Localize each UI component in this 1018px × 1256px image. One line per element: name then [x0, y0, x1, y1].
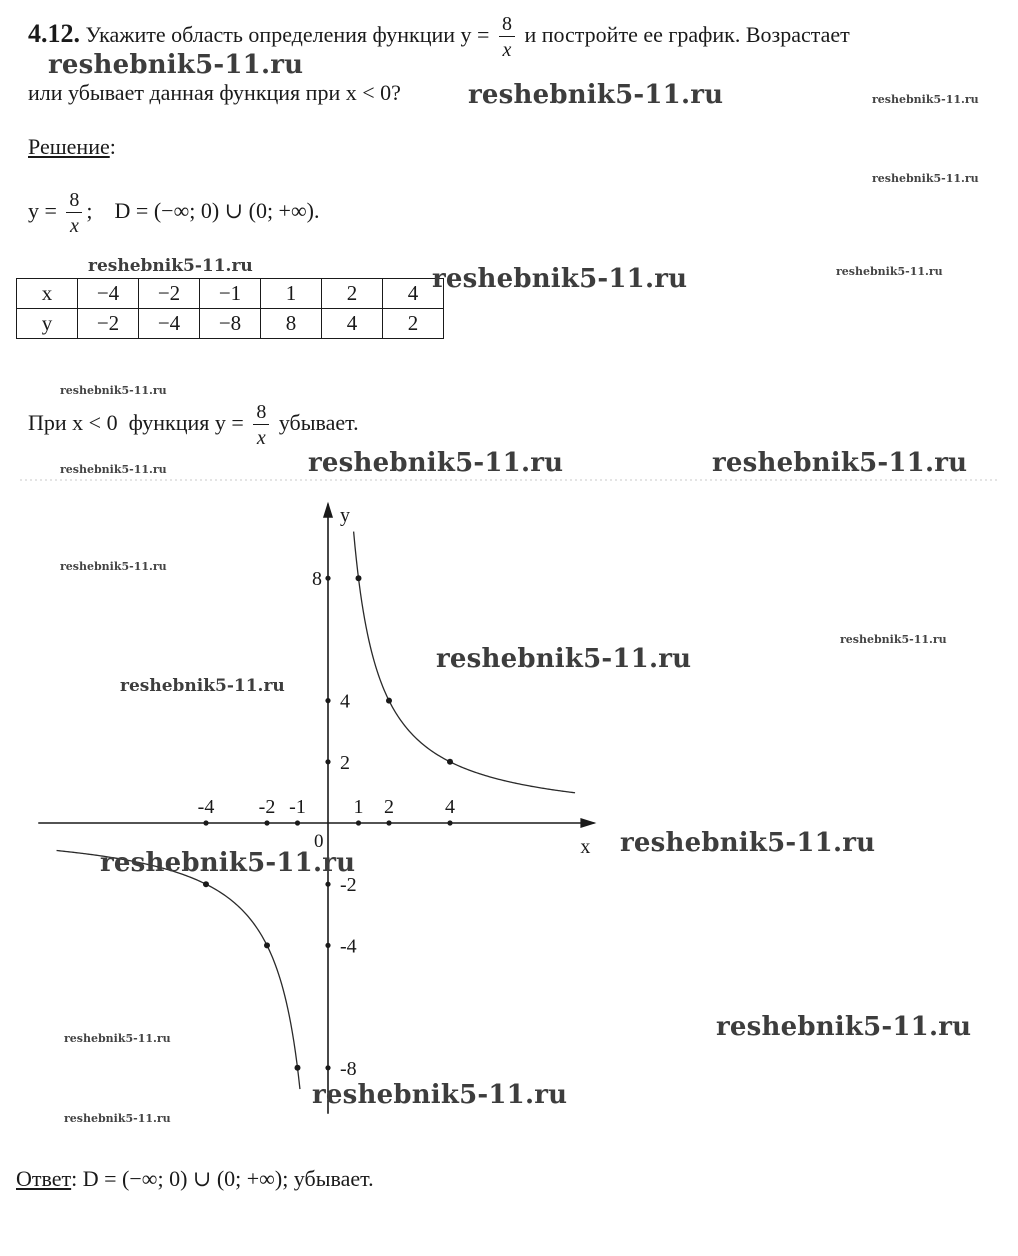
origin-label: 0 — [314, 831, 324, 852]
table-cell: 4 — [322, 309, 383, 339]
answer-text: : D = (−∞; 0) ∪ (0; +∞); убывает. — [71, 1166, 374, 1191]
x-tick-label: -2 — [258, 796, 276, 818]
y-tick-label: 2 — [340, 751, 350, 774]
y-tick-mark — [325, 1065, 330, 1070]
watermark: reshebnik5-11.ru — [60, 463, 167, 476]
watermark: reshebnik5-11.ru — [120, 676, 285, 696]
x-tick-label: -1 — [289, 796, 306, 818]
y-tick-label: 8 — [312, 568, 322, 591]
graph-point — [295, 1065, 301, 1071]
table-cell: −2 — [139, 279, 200, 309]
watermark: reshebnik5-11.ru — [312, 1080, 568, 1110]
table-cell: 4 — [383, 279, 444, 309]
table-cell: −2 — [78, 309, 139, 339]
table-row-y — [17, 309, 444, 339]
graph-point — [356, 575, 362, 581]
x-tick-mark — [356, 820, 361, 825]
table-cell: 2 — [383, 309, 444, 339]
watermark: reshebnik5-11.ru — [432, 264, 688, 294]
x-tick-mark — [386, 820, 391, 825]
graph-point — [447, 759, 453, 765]
formula-fraction: $\frac{8}{x}$ — [66, 190, 82, 236]
y-tick-label: -4 — [340, 935, 357, 958]
watermark: reshebnik5-11.ru — [872, 172, 979, 185]
table-cell: 2 — [322, 279, 383, 309]
watermark: reshebnik5-11.ru — [60, 384, 167, 397]
x-tick-label: 2 — [384, 796, 394, 818]
watermark: reshebnik5-11.ru — [872, 93, 979, 106]
watermark: reshebnik5-11.ru — [712, 448, 968, 478]
y-tick-mark — [325, 759, 330, 764]
problem-fraction — [499, 14, 515, 60]
y-tick-mark — [325, 882, 330, 887]
y-tick-mark — [325, 576, 330, 581]
watermark: reshebnik5-11.ru — [468, 80, 724, 110]
solution-heading: Решение: — [28, 134, 116, 159]
table-cell: −1 — [200, 279, 261, 309]
watermark: reshebnik5-11.ru — [60, 560, 167, 573]
hyperbola-branch-negative — [57, 851, 300, 1090]
x-tick-mark — [295, 820, 300, 825]
watermark: reshebnik5-11.ru — [308, 448, 564, 478]
problem-text-after: и постройте ее график. Возрастает — [524, 22, 850, 48]
solution-formula: y = $\frac{8}{x}$ ; D = (−∞; 0) ∪ (0; +∞). — [28, 189, 320, 237]
x-tick-label: -4 — [197, 796, 215, 818]
graph-point — [264, 942, 270, 948]
answer-line — [16, 1166, 374, 1192]
conclusion-line: При x < 0 функция y = $\frac{8}{x}$ убывает. — [28, 401, 359, 449]
x-tick-label: 1 — [353, 796, 364, 818]
watermark: reshebnik5-11.ru — [64, 1032, 171, 1045]
table-cell: y — [17, 309, 78, 339]
watermark: reshebnik5-11.ru — [48, 50, 304, 80]
x-tick-mark — [264, 820, 269, 825]
graph-point — [386, 698, 392, 704]
y-tick-label: 4 — [340, 690, 350, 713]
x-tick-mark — [447, 820, 452, 825]
y-tick-label: -8 — [340, 1057, 357, 1080]
table-cell: 8 — [261, 309, 322, 339]
watermark: reshebnik5-11.ru — [716, 1012, 972, 1042]
values-table — [16, 278, 444, 339]
watermark: reshebnik5-11.ru — [840, 633, 947, 646]
watermark: reshebnik5-11.ru — [436, 644, 692, 674]
y-tick-label: -2 — [340, 874, 357, 897]
domain-text: ; D = (−∞; 0) ∪ (0; +∞). — [86, 198, 320, 224]
fraction-denominator: x — [502, 39, 512, 61]
x-tick-mark — [203, 820, 208, 825]
table-cell: −4 — [78, 279, 139, 309]
y-axis-label: y — [340, 504, 350, 527]
table-cell: −8 — [200, 309, 261, 339]
y-tick-mark — [325, 943, 330, 948]
conclusion-fraction: $\frac{8}{x}$ — [253, 402, 269, 448]
answer-label: Ответ — [16, 1166, 72, 1191]
problem-number: 4.12. — [28, 19, 80, 49]
problem-text-before: Укажите область определения функции y = — [85, 22, 490, 48]
y-axis-arrow — [323, 502, 333, 518]
table-cell: 1 — [261, 279, 322, 309]
table-cell: x — [17, 279, 78, 309]
watermark: reshebnik5-11.ru — [836, 265, 943, 278]
graph-point — [203, 881, 209, 887]
watermark: reshebnik5-11.ru — [88, 256, 253, 276]
table-row-x — [17, 279, 444, 309]
watermark: reshebnik5-11.ru — [620, 828, 876, 858]
fraction-numerator: 8 — [499, 14, 515, 37]
y-tick-mark — [325, 698, 330, 703]
x-axis-arrow — [580, 818, 596, 828]
problem-line-2: или убывает данная функция при x < 0? — [28, 80, 401, 105]
watermark: reshebnik5-11.ru — [64, 1112, 171, 1125]
x-tick-label: 4 — [445, 796, 455, 818]
table-cell: −4 — [139, 309, 200, 339]
x-axis-label: x — [580, 836, 591, 858]
watermark: reshebnik5-11.ru — [100, 848, 356, 878]
